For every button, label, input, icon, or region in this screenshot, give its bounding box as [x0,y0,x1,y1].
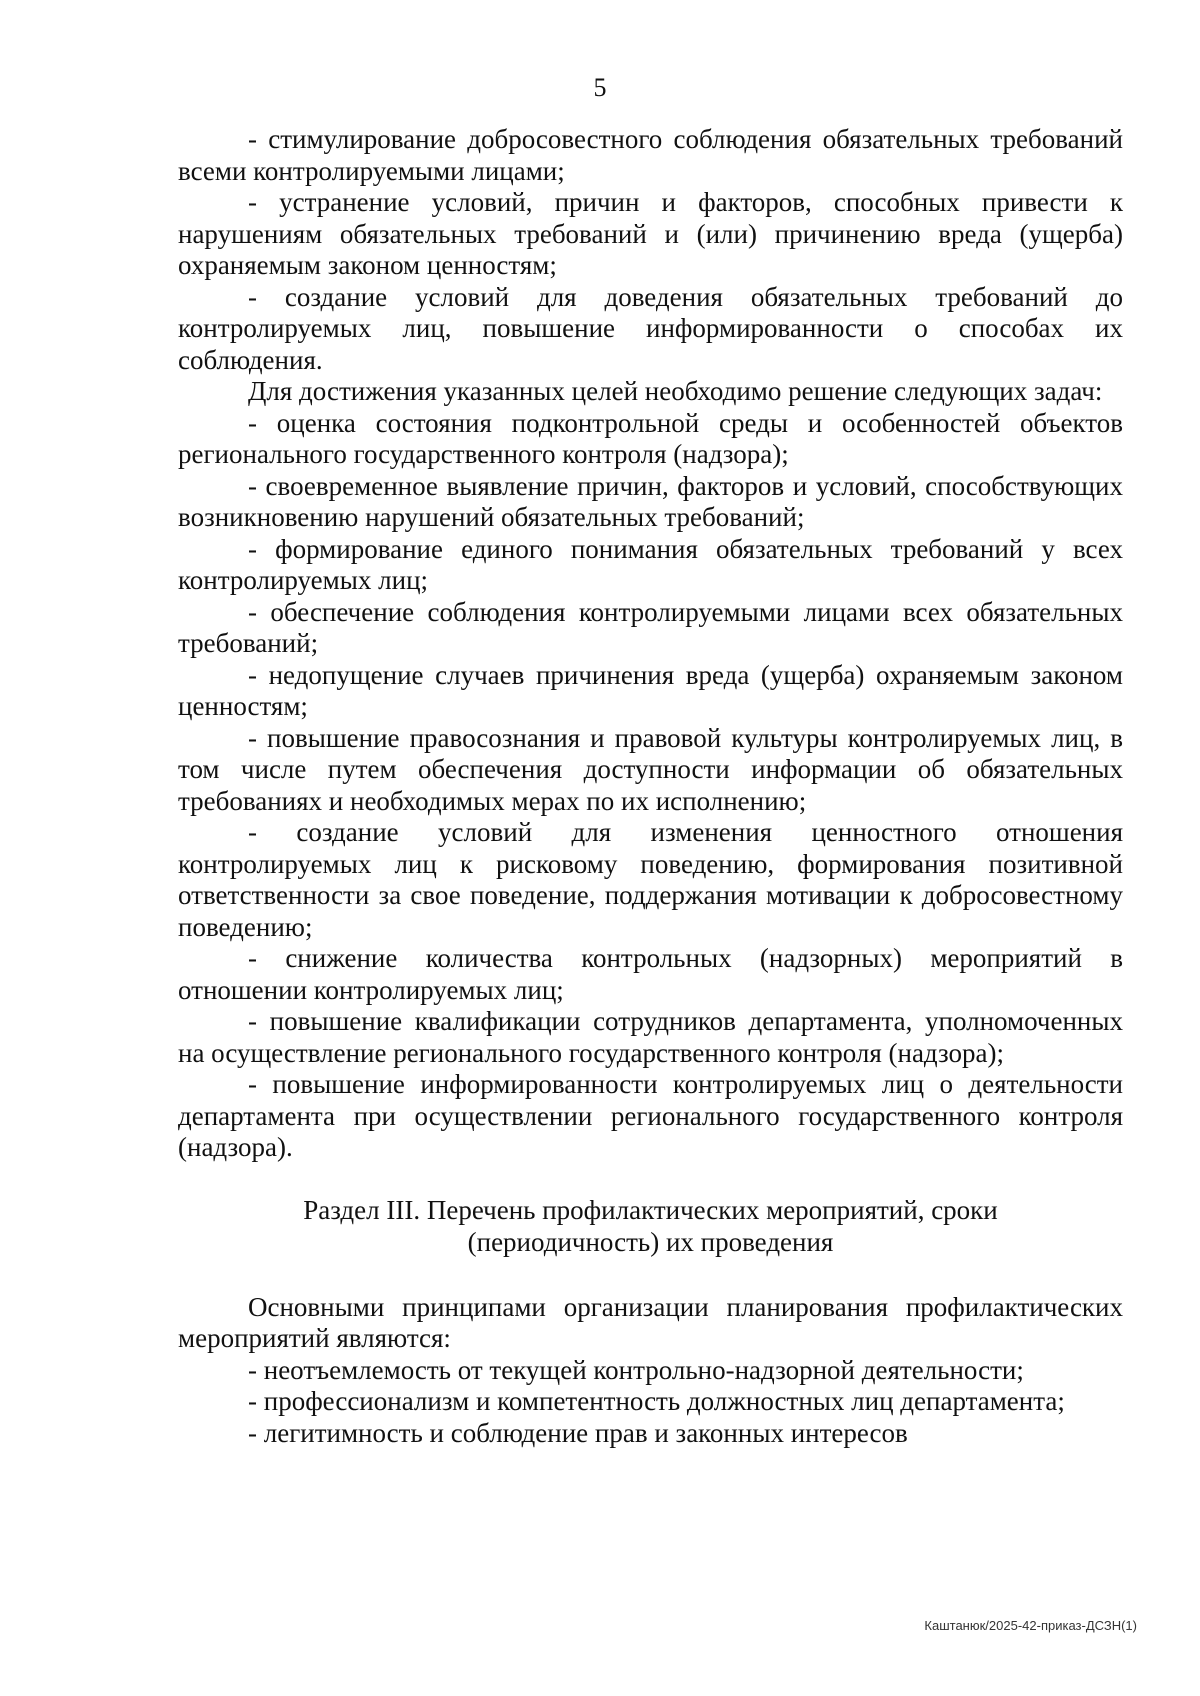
page-number: 5 [593,73,607,102]
paragraph: - снижение количества контрольных (надзорных) мероприятий в отношении контролируемых лиц; [178,943,1123,1005]
paragraph: - своевременное выявление причин, факторов и условий, способствующих возникновению нарушений обязательных требований; [178,470,1123,532]
paragraph: - оценка состояния подконтрольной среды и особенностей объектов регионального государственного контроля (надзора); [178,407,1123,469]
paragraph: - повышение информированности контролируемых лиц о деятельности департамента при осуществлении регионального государственного контроля (надзора). [178,1069,1123,1162]
paragraph: - устранение условий, причин и факторов, способных привести к нарушениям обязательных требований и (или) причинению вреда (ущерба) охраняемым законом ценностям; [178,187,1123,280]
section-heading-line: Раздел III. Перечень профилактических мероприятий, сроки [303,1194,998,1225]
paragraph: - создание условий для изменения ценностного отношения контролируемых лиц к рисковому поведению, формирования позитивной ответственности за свое поведение, поддержания мотивации к добросовестному поведению; [178,817,1123,942]
document-body [178,124,1123,1449]
paragraph: - недопущение случаев причинения вреда (ущерба) охраняемым законом ценностям; [178,659,1123,721]
paragraph: - обеспечение соблюдения контролируемыми лицами всех обязательных требований; [178,596,1123,658]
document-footer-id: Каштанюк/2025-42-приказ-ДСЗН(1) [924,1618,1137,1633]
paragraph: - повышение квалификации сотрудников департамента, уполномоченных на осуществление регионального государственного контроля (надзора); [178,1006,1123,1068]
paragraph: - легитимность и соблюдение прав и законных интересов [248,1417,908,1448]
paragraph: - профессионализм и компетентность должностных лиц департамента; [248,1386,1065,1416]
paragraph: - создание условий для доведения обязательных требований до контролируемых лиц, повышение информированности о способах их соблюдения. [178,281,1123,375]
paragraph: - формирование единого понимания обязательных требований у всех контролируемых лиц; [178,533,1123,595]
section-heading [178,1194,1123,1258]
paragraph: Для достижения указанных целей необходимо решение следующих задач: [248,376,1103,406]
paragraph: - повышение правосознания и правовой культуры контролируемых лиц, в том числе путем обеспечения доступности информации об обязательных требованиях и необходимых мерах по их исполнению; [178,722,1123,816]
paragraph: - стимулирование добросовестного соблюдения обязательных требований всеми контролируемыми лицами; [178,124,1123,186]
section-heading-line: (периодичность) их проведения [467,1226,834,1257]
paragraph: Основными принципами организации планирования профилактических мероприятий являются: [178,1291,1123,1353]
paragraph: - неотъемлемость от текущей контрольно-надзорной деятельности; [248,1354,1024,1385]
